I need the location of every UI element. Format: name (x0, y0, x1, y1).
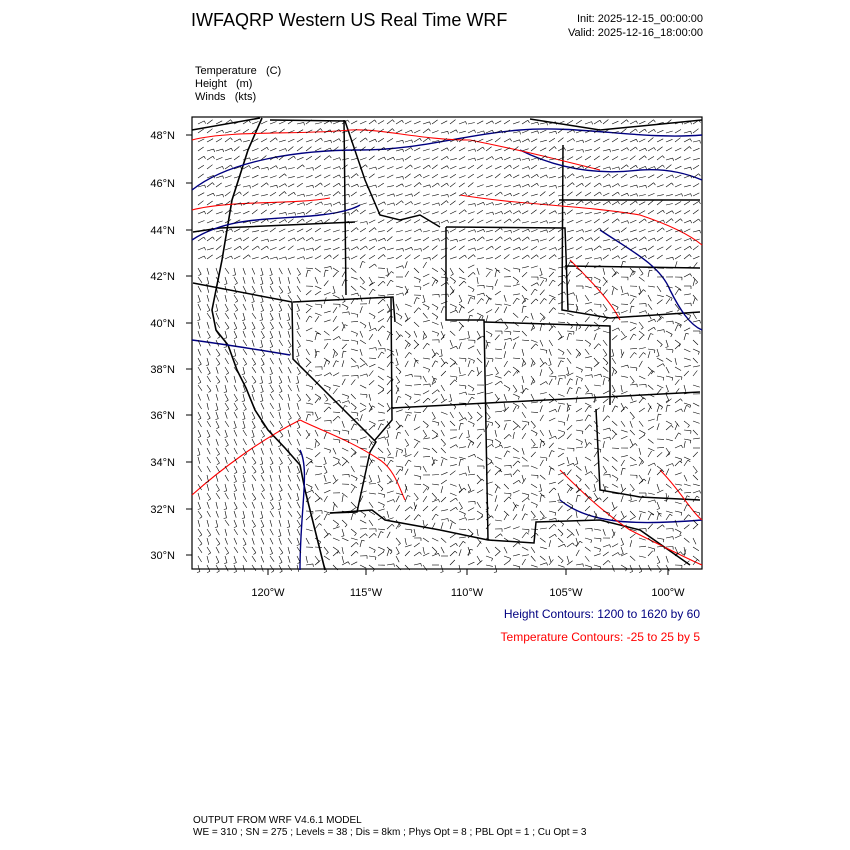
lon-label: 105°W (549, 587, 583, 599)
field-name: Winds (195, 91, 226, 103)
wind-barb-flag (458, 572, 461, 573)
temperature-contour-legend: Temperature Contours: -25 to 25 by 5 (500, 630, 700, 644)
init-time: Init: 2025-12-15_00:00:00 (577, 13, 703, 25)
wind-barb-flag (324, 572, 327, 573)
wind-barb-flag (217, 571, 220, 573)
wind-barb-flag (271, 571, 274, 573)
field-unit: (m) (235, 78, 253, 90)
lat-label: 40°N (150, 318, 175, 330)
lat-label: 42°N (150, 271, 175, 283)
lon-label: 115°W (349, 587, 383, 599)
wind-barb-flag (280, 571, 283, 572)
wind-barb-flag (639, 571, 642, 572)
wind-barb-flag (234, 572, 237, 573)
lat-label: 38°N (150, 364, 175, 376)
plot-title: IWFAQRP Western US Real Time WRF (191, 10, 508, 30)
height-contour-legend: Height Contours: 1200 to 1620 by 60 (503, 607, 700, 621)
field-unit: (kts) (234, 91, 257, 103)
longitude-labels (251, 587, 685, 599)
latitude-labels (150, 130, 175, 562)
wind-barb-flag (630, 572, 633, 573)
lat-label: 48°N (150, 130, 175, 142)
model-info-line2: WE = 310 ; SN = 275 ; Levels = 38 ; Dis = 8km ; Phys Opt = 8 ; PBL Opt = 1 ; Cu Opt = 3 (193, 827, 587, 838)
wind-barb-flag (207, 571, 210, 572)
lat-label: 34°N (150, 457, 175, 469)
wind-barb-flag (197, 572, 200, 573)
lat-label: 44°N (150, 225, 175, 237)
wind-barb-flag (659, 571, 661, 573)
lat-label: 46°N (150, 178, 175, 190)
valid-time: Valid: 2025-12-16_18:00:00 (568, 27, 703, 39)
lon-label: 110°W (450, 587, 484, 599)
lat-label: 30°N (150, 550, 175, 562)
field-name: Temperature (195, 65, 257, 77)
lon-label: 100°W (651, 587, 685, 599)
wind-barb-flag (440, 572, 443, 573)
lat-label: 32°N (150, 504, 175, 516)
field-unit: (C) (265, 65, 282, 77)
wind-barb-flag (494, 572, 497, 573)
model-info-line1: OUTPUT FROM WRF V4.6.1 MODEL (193, 815, 362, 826)
map-frame (192, 117, 702, 569)
lon-label: 120°W (251, 587, 285, 599)
field-name: Height (195, 78, 227, 90)
lat-label: 36°N (150, 410, 175, 422)
